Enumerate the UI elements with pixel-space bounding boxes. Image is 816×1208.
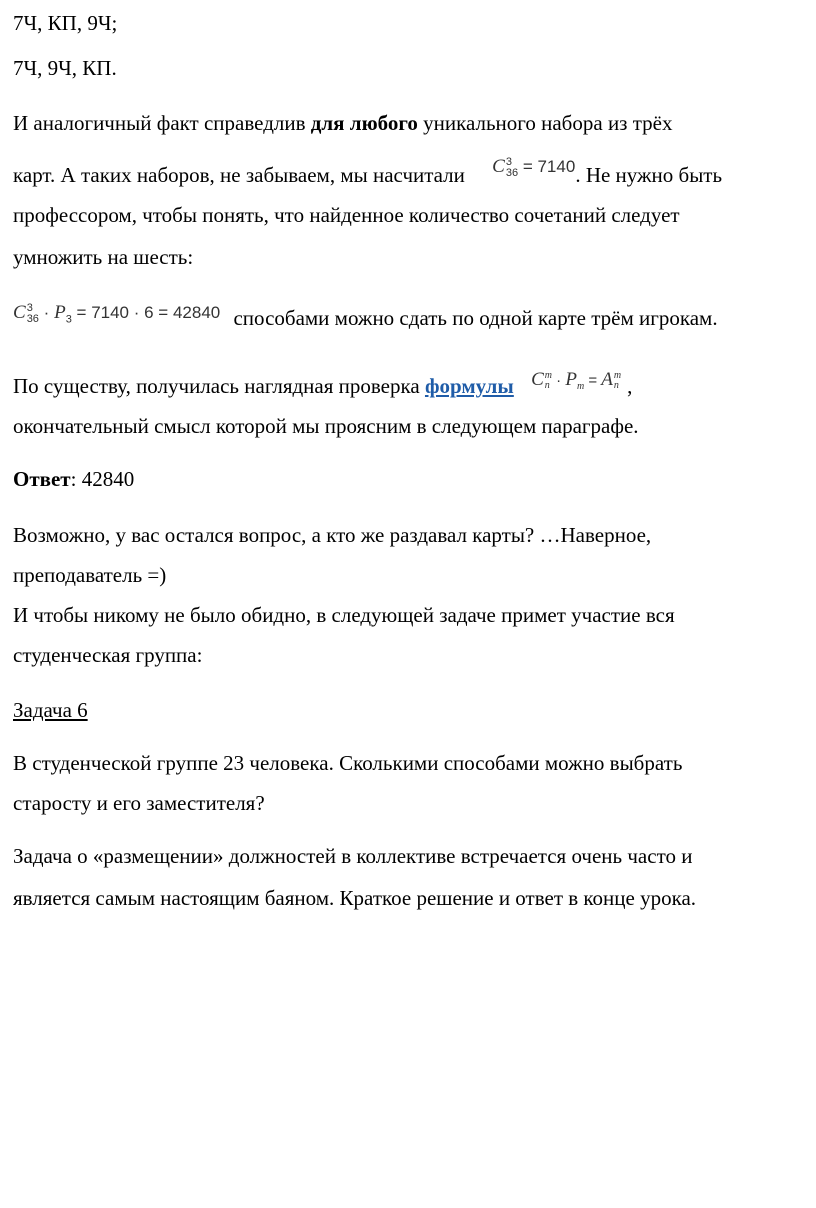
line-combination-2: 7Ч, 9Ч, КП.	[13, 56, 117, 80]
formula-letter: C	[13, 302, 26, 323]
paragraph-3-line-1	[13, 369, 633, 402]
paragraph-1-line-1	[13, 110, 672, 136]
paragraph-1-line-4: умножить на шесть:	[13, 245, 194, 269]
answer-line	[13, 466, 134, 492]
text-run: карт. А таких наборов, не забываем, мы насчитали	[13, 163, 465, 187]
paragraph-4-line-1: Возможно, у вас остался вопрос, а кто же раздавал карты? …Наверное,	[13, 523, 652, 547]
formula-sup: 3	[505, 155, 512, 168]
paragraph-1-line-3: профессором, чтобы понять, что найденное количество сочетаний следует	[13, 203, 680, 227]
text-run: уникального набора из трёх	[417, 111, 673, 135]
answer-value: : 42840	[70, 467, 135, 491]
text-run: . Не нужно быть	[575, 163, 723, 187]
paragraph-7-line-1: Задача о «размещении» должностей в коллективе встречается очень часто и	[13, 844, 693, 868]
text-run: способами можно сдать по одной карте трём игрокам.	[233, 306, 718, 330]
formula-arrangements	[531, 367, 621, 394]
paragraph-7-line-2: является самым настоящим баяном. Краткое решение и ответ в конце урока.	[13, 886, 697, 910]
formula-sup: m	[544, 370, 552, 382]
formula-letter: P	[565, 369, 577, 390]
formula-sub: m	[576, 381, 585, 392]
line-combination-1: 7Ч, КП, 9Ч;	[13, 11, 118, 35]
formula-letter: C	[531, 369, 544, 390]
paragraph-6-line-1: В студенческой группе 23 человека. Сколькими способами можно выбрать	[13, 751, 683, 775]
formula-sub: 36	[505, 166, 519, 179]
paragraph-5-line-1: И чтобы никому не было обидно, в следующей задаче примет участие вся	[13, 603, 675, 627]
formula-letter: C	[492, 156, 505, 177]
paragraph-1-line-2	[13, 155, 723, 190]
formula-sub: 3	[65, 313, 72, 326]
paragraph-5-line-2: студенческая группа:	[13, 643, 203, 667]
paragraph-3-line-2: окончательный смысл которой мы проясним в следующем параграфе.	[13, 414, 639, 438]
formula-sub: n	[544, 380, 550, 392]
formula-combinations	[492, 154, 575, 180]
bold-text: для любого	[310, 111, 418, 135]
paragraph-4-line-2: преподаватель =)	[13, 563, 167, 587]
formula-sub: 36	[26, 312, 39, 325]
formula-value: = 7140 · 6 = 42840	[76, 303, 221, 322]
text-run: ,	[627, 374, 633, 398]
formula-link[interactable]: формулы	[424, 374, 514, 398]
formula-value: = 7140	[522, 157, 576, 176]
formula-dot: ·	[556, 372, 562, 389]
formula-sup: m	[613, 370, 622, 382]
formula-letter: A	[601, 369, 613, 390]
formula-sup: 3	[26, 301, 33, 314]
formula-letter: P	[54, 302, 66, 323]
answer-label: Ответ	[13, 467, 71, 491]
task-title: Задача 6	[13, 698, 88, 722]
paragraph-6-line-2: старосту и его заместителя?	[13, 791, 265, 815]
paragraph-2	[13, 301, 718, 333]
text-run: По существу, получилась наглядная проверка	[13, 374, 425, 398]
formula-sub: n	[613, 380, 619, 392]
formula-count-product	[13, 300, 220, 326]
text-run: И аналогичный факт справедлив	[13, 111, 311, 135]
formula-dot: ·	[43, 303, 50, 322]
formula-equals: =	[588, 372, 598, 389]
